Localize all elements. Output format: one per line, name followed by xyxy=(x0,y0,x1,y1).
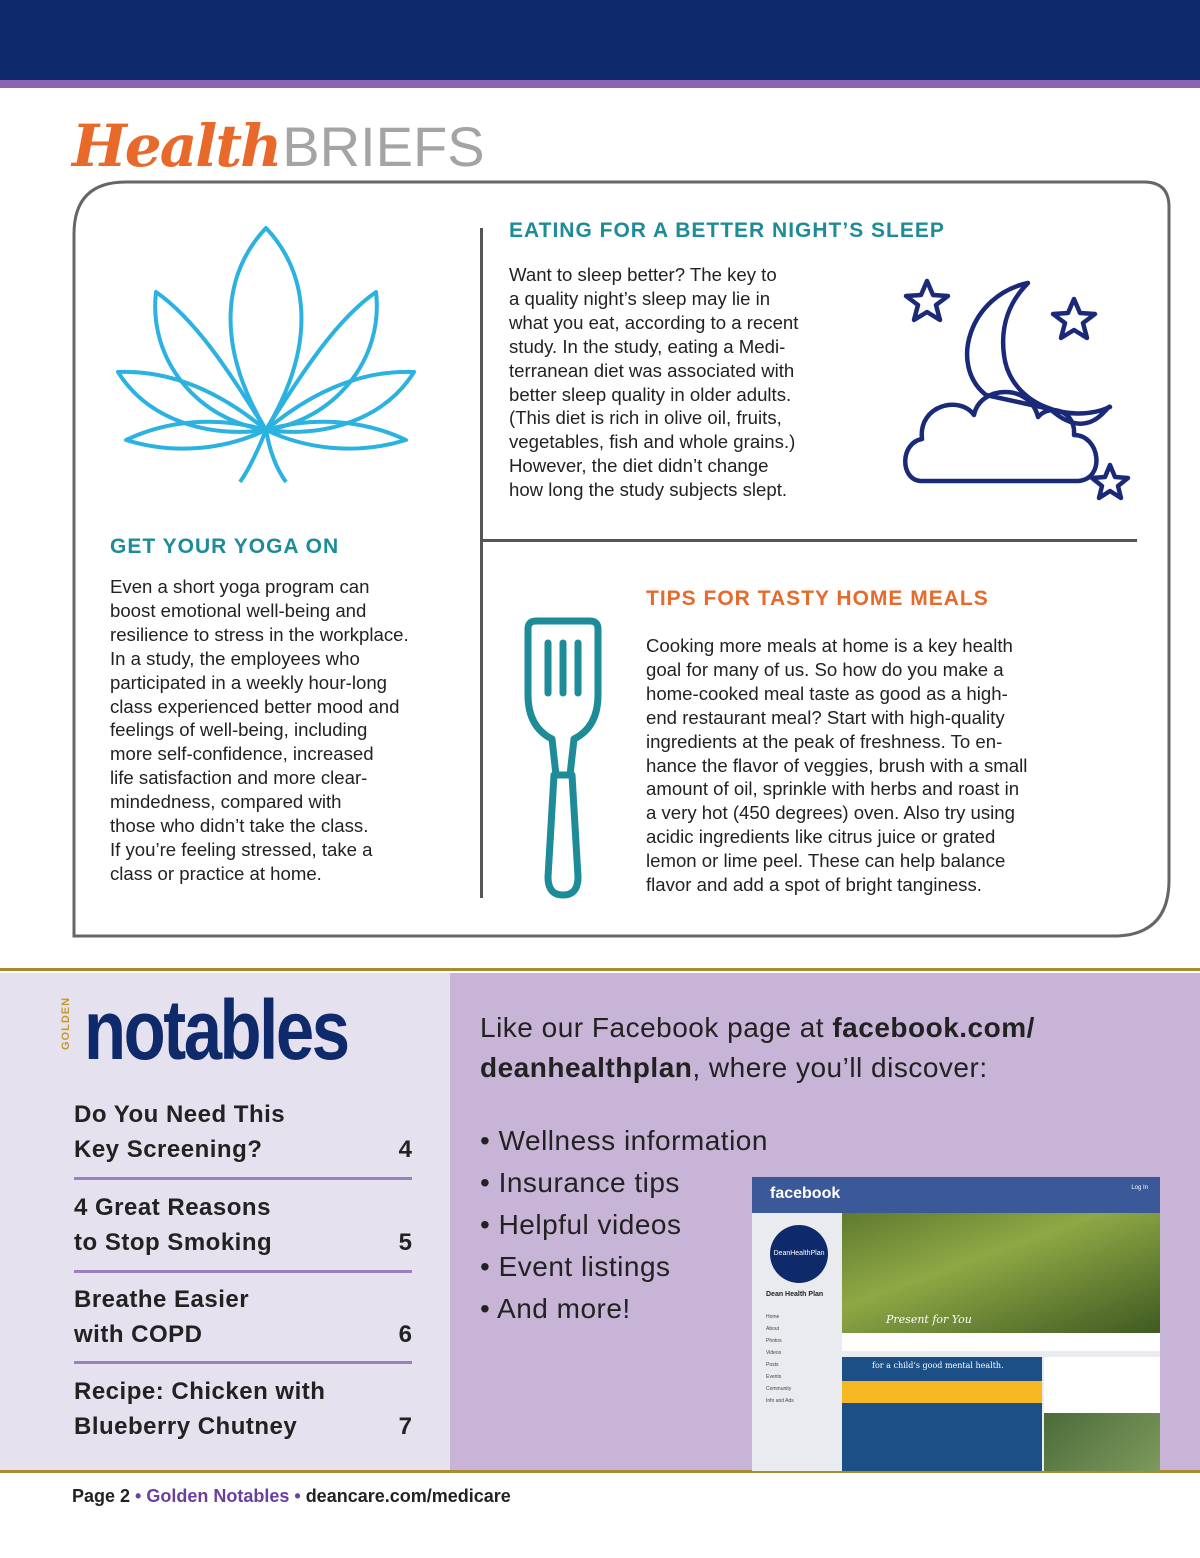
yoga-line: In a study, the employees who xyxy=(110,647,360,669)
sleep-heading: EATING FOR A BETTER NIGHT’S SLEEP xyxy=(509,219,945,242)
yoga-line: more self-confidence, increased xyxy=(110,743,374,765)
yoga-heading: GET YOUR YOGA ON xyxy=(110,535,340,558)
yoga-line: mindedness, compared with xyxy=(110,791,342,813)
toc-page-number: 5 xyxy=(398,1229,412,1256)
fb-nav-item: Info and Ads xyxy=(766,1398,794,1404)
masthead-caps-word: BRIEFS xyxy=(282,115,485,178)
toc-title-line: Blueberry Chutney xyxy=(74,1413,298,1440)
bullet-item: • Insurance tips xyxy=(480,1167,680,1198)
yoga-line: feelings of well-being, including xyxy=(110,719,368,741)
sleep-line: what you eat, according to a recent xyxy=(509,311,799,333)
yoga-line: Even a short yoga program can xyxy=(110,576,370,597)
sleep-line: a quality night’s sleep may lie in xyxy=(509,287,771,309)
sleep-line: Want to sleep better? The key to xyxy=(509,264,777,285)
yoga-line: boost emotional well-being and xyxy=(110,599,367,621)
fb-post-graphic xyxy=(842,1357,1042,1471)
toc-divider xyxy=(74,1177,412,1180)
toc-entry[interactable] xyxy=(74,1282,412,1352)
meals-line: flavor and add a spot of bright tanginess. xyxy=(646,874,982,896)
bullet-item: • And more! xyxy=(480,1293,631,1324)
meals-line: acidic ingredients like citrus juice or grated xyxy=(646,826,996,848)
yoga-body xyxy=(110,575,470,886)
fb-aerial-photo xyxy=(1044,1413,1160,1471)
golden-label: GOLDEN xyxy=(60,996,72,1050)
bullet-item: • Wellness information xyxy=(480,1125,768,1156)
sleep-line: study. In the study, eating a Medi- xyxy=(509,335,786,357)
facebook-page-screenshot xyxy=(752,1177,1160,1471)
masthead-script-word: Health xyxy=(72,112,281,180)
sleep-body xyxy=(509,263,889,502)
toc-page-number: 7 xyxy=(398,1413,412,1440)
fb-page-name: Dean Health Plan xyxy=(766,1291,824,1298)
column-divider xyxy=(480,228,483,898)
lotus-icon xyxy=(108,220,424,484)
meals-line: amount of oil, sprinkle with herbs and roast in xyxy=(646,778,1020,800)
sleep-line: (This diet is rich in olive oil, fruits, xyxy=(509,407,782,429)
toc-title-line: to Stop Smoking xyxy=(74,1229,273,1256)
yoga-line: class or practice at home. xyxy=(110,862,322,884)
feature-bullets xyxy=(480,1120,768,1330)
footer-separator: • xyxy=(130,1486,147,1506)
yoga-line: life satisfaction and more clear- xyxy=(110,767,368,789)
fb-cover-photo xyxy=(842,1213,1160,1333)
sleep-line: better sleep quality in older adults. xyxy=(509,383,792,405)
yoga-line: class experienced better mood and xyxy=(110,695,400,717)
meals-line: goal for many of us. So how do you make a xyxy=(646,658,1004,680)
fb-nav-item: Community xyxy=(766,1386,792,1392)
toc-entry[interactable] xyxy=(74,1190,412,1260)
footer-separator: • xyxy=(289,1486,306,1506)
fb-avatar: DeanHealthPlan xyxy=(770,1225,828,1283)
facebook-intro xyxy=(480,1008,1170,1088)
toc-title-line: Key Screening? xyxy=(74,1136,263,1163)
fb-action-bar xyxy=(842,1333,1160,1351)
toc-title-line: with COPD xyxy=(74,1321,203,1348)
fb-nav-item: Videos xyxy=(766,1350,782,1356)
meals-line: Cooking more meals at home is a key health xyxy=(646,635,1013,656)
meals-line: end restaurant meal? Start with high-quality xyxy=(646,706,1005,728)
health-briefs-masthead xyxy=(72,112,485,182)
fb-cover-caption: Present for You xyxy=(886,1313,972,1326)
toc-entry[interactable] xyxy=(74,1097,412,1167)
footer-url[interactable]: deancare.com/medicare xyxy=(305,1486,511,1506)
toc-entry[interactable] xyxy=(74,1374,412,1444)
sleep-line: how long the study subjects slept. xyxy=(509,479,788,501)
yoga-line: those who didn’t take the class. xyxy=(110,815,369,837)
row-divider xyxy=(480,539,1137,542)
toc-page-number: 4 xyxy=(398,1136,412,1163)
toc-page-number: 6 xyxy=(398,1321,412,1348)
bullet-item: • Event listings xyxy=(480,1251,671,1282)
bullet-item: • Helpful videos xyxy=(480,1209,682,1240)
fb-sidebar xyxy=(762,1217,838,1471)
intro-suffix: , where you’ll discover: xyxy=(692,1052,988,1083)
yoga-line: resilience to stress in the workplace. xyxy=(110,623,409,645)
meals-line: ingredients at the peak of freshness. To en- xyxy=(646,730,1003,752)
gold-rule-top xyxy=(0,968,1200,971)
footer-page: Page 2 xyxy=(72,1486,131,1506)
footer-publication: Golden Notables xyxy=(146,1486,290,1506)
fb-nav-item: Photos xyxy=(766,1338,782,1344)
toc-title-line: Breathe Easier xyxy=(74,1286,250,1313)
spatula-icon xyxy=(518,615,608,905)
meals-body xyxy=(646,634,1126,897)
meals-heading: TIPS FOR TASTY HOME MEALS xyxy=(646,587,989,610)
page-footer xyxy=(72,1486,511,1507)
intro-prefix: Like our Facebook page at xyxy=(480,1012,833,1043)
fb-nav-item: About xyxy=(766,1326,780,1332)
top-banner-stripe xyxy=(0,80,1200,88)
fb-post-banner xyxy=(842,1381,1042,1403)
facebook-url-part1[interactable]: facebook.com/ xyxy=(832,1012,1035,1043)
toc-title-line: Recipe: Chicken with xyxy=(74,1378,326,1405)
sleep-line: terranean diet was associated with xyxy=(509,359,795,381)
meals-line: hance the flavor of veggies, brush with a small xyxy=(646,754,1028,776)
fb-login-button: Log In xyxy=(1131,1185,1148,1191)
facebook-url-part2[interactable]: deanhealthplan xyxy=(480,1052,693,1083)
meals-line: lemon or lime peel. These can help balance xyxy=(646,850,1006,872)
moon-cloud-stars-icon xyxy=(900,275,1135,505)
yoga-line: participated in a weekly hour-long xyxy=(110,671,387,693)
fb-right-column xyxy=(1044,1357,1160,1471)
toc-title-line: 4 Great Reasons xyxy=(74,1194,271,1221)
fb-header-bar xyxy=(752,1177,1160,1213)
fb-post-text: for a child’s good mental health. xyxy=(872,1361,1004,1370)
toc-title-line: Do You Need This xyxy=(74,1101,286,1128)
sleep-line: vegetables, fish and whole grains.) xyxy=(509,431,796,453)
fb-nav xyxy=(766,1311,794,1407)
top-banner xyxy=(0,0,1200,80)
sleep-line: However, the diet didn’t change xyxy=(509,455,769,477)
meals-line: home-cooked meal taste as good as a high- xyxy=(646,682,1008,704)
toc-divider xyxy=(74,1270,412,1273)
meals-line: a very hot (450 degrees) oven. Also try using xyxy=(646,802,1015,824)
fb-nav-item: Home xyxy=(766,1314,780,1320)
notables-wordmark: notables xyxy=(84,983,348,1077)
yoga-line: If you’re feeling stressed, take a xyxy=(110,838,373,860)
fb-nav-item: Events xyxy=(766,1374,782,1380)
fb-nav-item: Posts xyxy=(766,1362,779,1368)
fb-logo: facebook xyxy=(770,1185,841,1202)
toc-divider xyxy=(74,1361,412,1364)
